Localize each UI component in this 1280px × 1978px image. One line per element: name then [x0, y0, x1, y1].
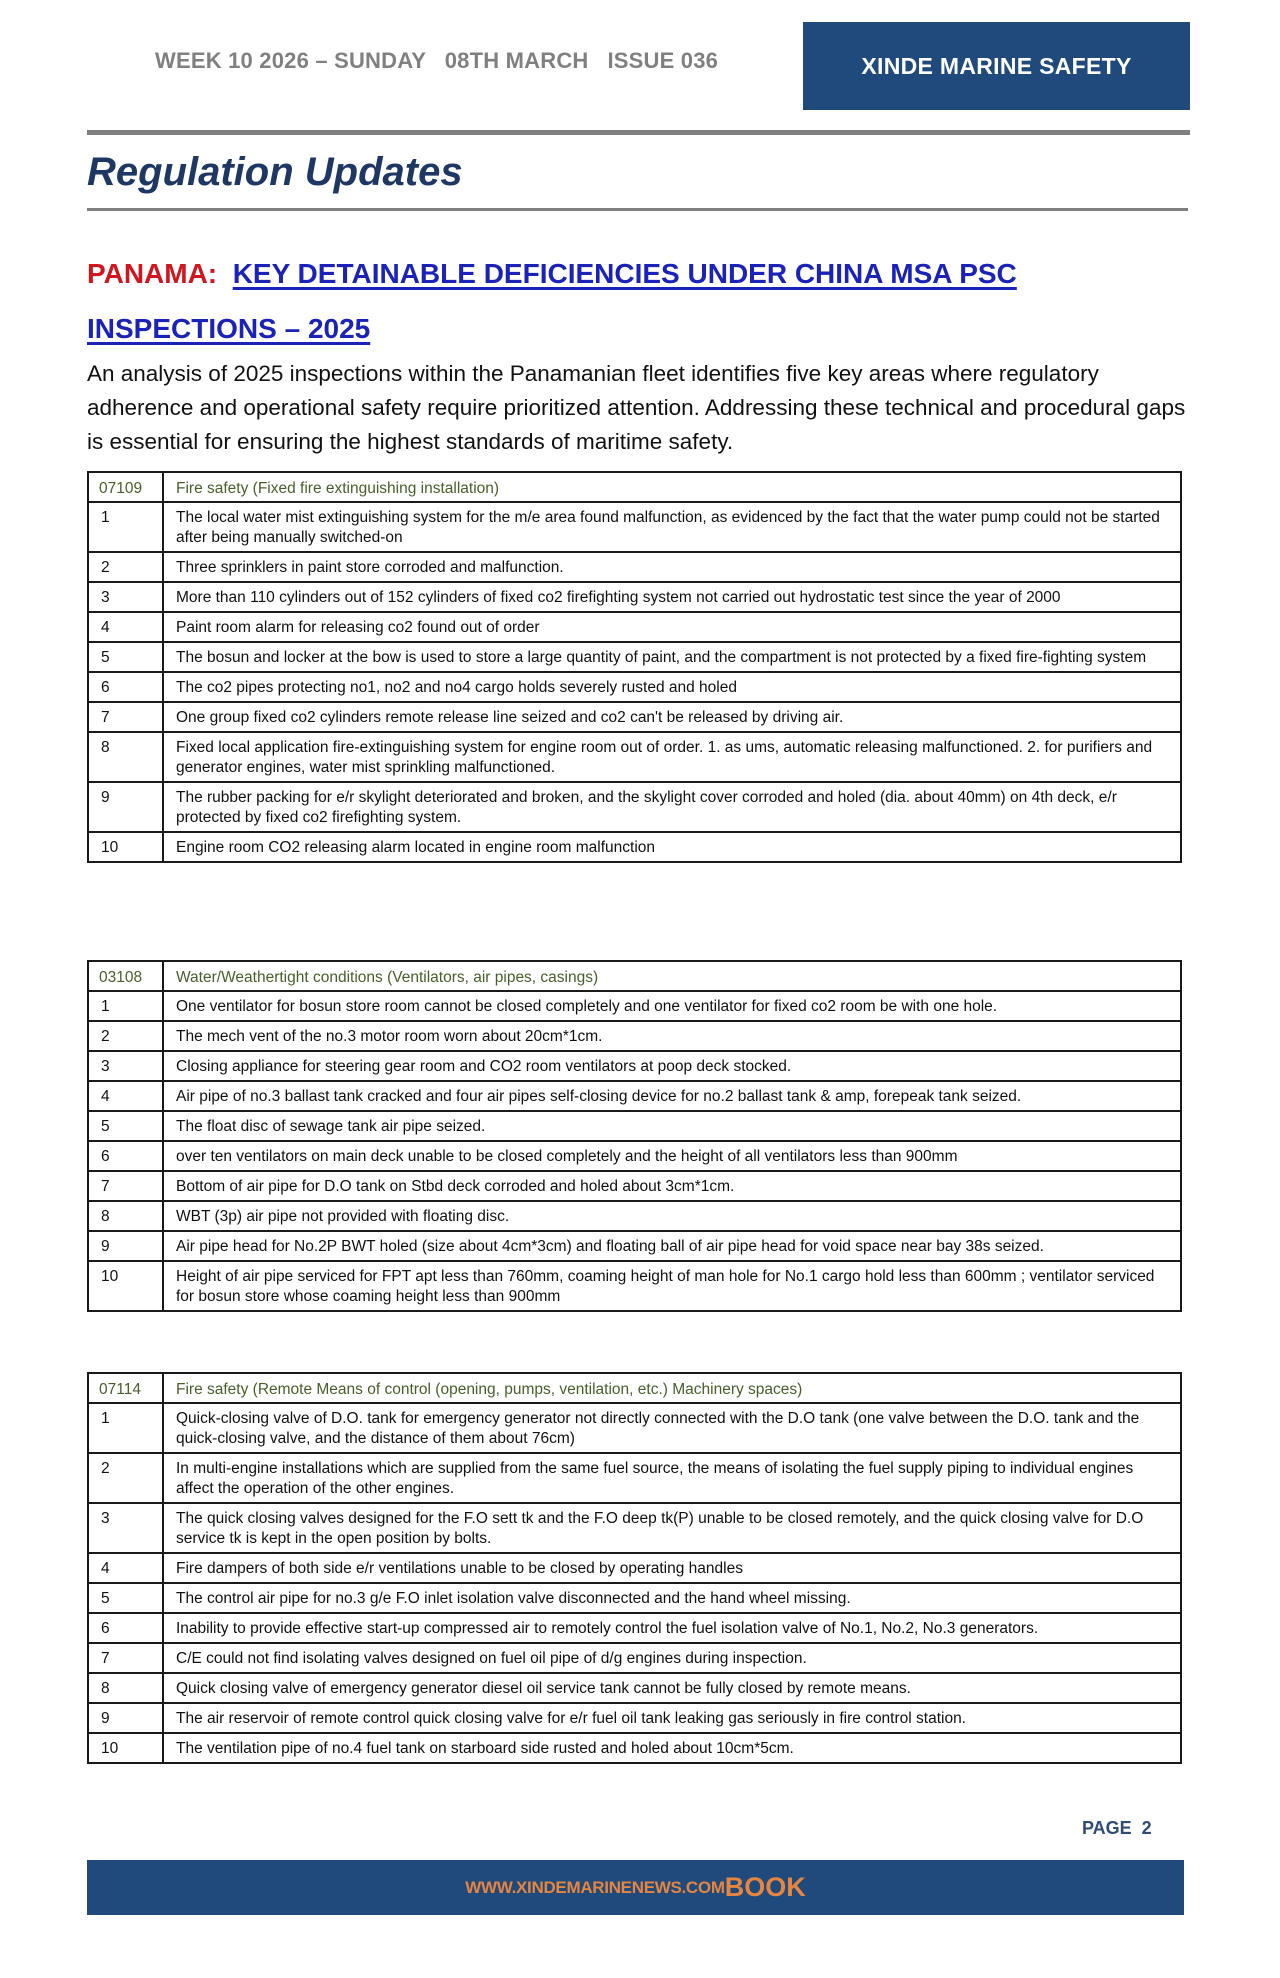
- table-row: [88, 782, 1181, 832]
- table-row: [88, 991, 1181, 1021]
- table-row: [88, 1643, 1181, 1673]
- deficiency-table-03108: [87, 960, 1182, 1312]
- row-text: More than 110 cylinders out of 152 cylinders of fixed co2 firefighting system not carried out hydrostatic test since the year of 2000: [163, 582, 1181, 612]
- issue-date-line: WEEK 10 2026 – SUNDAY 08TH MARCH ISSUE 036: [155, 48, 719, 73]
- row-number: 8: [88, 1673, 163, 1703]
- row-number: 4: [88, 1081, 163, 1111]
- row-text: The quick closing valves designed for the F.O sett tk and the F.O deep tk(P) unable to be closed remotely, and the quick closing valve for D.O service tk is kept in the open position by bolts.: [163, 1503, 1181, 1553]
- row-text: Height of air pipe serviced for FPT apt less than 760mm, coaming height of man hole for No.1 cargo hold less than 600mm ; ventilator serviced for bosun store whose coaming height less than 900mm: [163, 1261, 1181, 1311]
- row-number: 4: [88, 1553, 163, 1583]
- row-text: One group fixed co2 cylinders remote release line seized and co2 can't be released by driving air.: [163, 702, 1181, 732]
- row-number: 3: [88, 1503, 163, 1553]
- row-text: The local water mist extinguishing system for the m/e area found malfunction, as evidenced by the fact that the water pump could not be started after being manually switched-on: [163, 502, 1181, 552]
- footer-book-suffix: BOOK: [724, 1872, 806, 1902]
- header-divider: [87, 130, 1190, 135]
- row-number: 5: [88, 1583, 163, 1613]
- table-row: [88, 642, 1181, 672]
- row-number: 7: [88, 1171, 163, 1201]
- row-text: Engine room CO2 releasing alarm located in engine room malfunction: [163, 832, 1181, 862]
- table-row: [88, 702, 1181, 732]
- brand-banner: [803, 22, 1190, 110]
- row-number: 4: [88, 612, 163, 642]
- row-number: 1: [88, 502, 163, 552]
- row-number: 5: [88, 1111, 163, 1141]
- title-divider: [87, 208, 1188, 211]
- intro-paragraph: An analysis of 2025 inspections within the Panamanian fleet identifies five key areas where regulatory adherence and operational safety require prioritized attention. Addressing these technical and procedural gaps is essential for ensuring the highest standards of maritime safety.: [87, 361, 1186, 454]
- row-text: The ventilation pipe of no.4 fuel tank on starboard side rusted and holed about 10cm*5cm.: [163, 1733, 1181, 1763]
- table-row: [88, 672, 1181, 702]
- table-row: [88, 1051, 1181, 1081]
- row-number: 2: [88, 1453, 163, 1503]
- table-row: [88, 1583, 1181, 1613]
- footer-banner: [87, 1860, 1184, 1915]
- table-row: [88, 732, 1181, 782]
- table-row: [88, 1261, 1181, 1311]
- table-row: [88, 582, 1181, 612]
- brand-name: XINDE MARINE SAFETY: [861, 52, 1132, 79]
- category-code: 07109: [88, 472, 163, 502]
- row-text: Closing appliance for steering gear room and CO2 room ventilators at poop deck stocked.: [163, 1051, 1181, 1081]
- row-text: The air reservoir of remote control quick closing valve for e/r fuel oil tank leaking gas seriously in fire control station.: [163, 1703, 1181, 1733]
- row-text: Quick closing valve of emergency generator diesel oil service tank cannot be fully closed by remote means.: [163, 1673, 1181, 1703]
- row-number: 6: [88, 672, 163, 702]
- table-row: [88, 1201, 1181, 1231]
- row-number: 10: [88, 1261, 163, 1311]
- table-row: [88, 552, 1181, 582]
- table-row: [88, 1081, 1181, 1111]
- table-row: [88, 1453, 1181, 1503]
- row-text: The bosun and locker at the bow is used to store a large quantity of paint, and the compartment is not protected by a fixed fire-fighting system: [163, 642, 1181, 672]
- row-text: Bottom of air pipe for D.O tank on Stbd deck corroded and holed about 3cm*1cm.: [163, 1171, 1181, 1201]
- row-text: The rubber packing for e/r skylight deteriorated and broken, and the skylight cover corroded and holed (dia. about 40mm) on 4th deck, e/r protected by fixed co2 firefighting system.: [163, 782, 1181, 832]
- table-row: [88, 1141, 1181, 1171]
- table-category-row: [88, 1373, 1181, 1403]
- table-category-row: [88, 961, 1181, 991]
- deficiency-table-07114: [87, 1372, 1182, 1764]
- table-row: [88, 1171, 1181, 1201]
- row-number: 3: [88, 1051, 163, 1081]
- headline-link[interactable]: KEY DETAINABLE DEFICIENCIES UNDER CHINA MSA PSC INSPECTIONS – 2025: [87, 258, 1017, 344]
- section-title: Regulation Updates: [87, 150, 463, 194]
- row-text: Paint room alarm for releasing co2 found out of order: [163, 612, 1181, 642]
- row-text: Air pipe head for No.2P BWT holed (size about 4cm*3cm) and floating ball of air pipe head for void space near bay 38s seized.: [163, 1231, 1181, 1261]
- table-row: [88, 502, 1181, 552]
- footer-website-link[interactable]: WWW.XINDEMARINENEWS.COM: [465, 1877, 725, 1897]
- row-text: Air pipe of no.3 ballast tank cracked and four air pipes self-closing device for no.2 ballast tank & amp, forepeak tank seized.: [163, 1081, 1181, 1111]
- category-code: 07114: [88, 1373, 163, 1403]
- row-text: WBT (3p) air pipe not provided with floating disc.: [163, 1201, 1181, 1231]
- table-row: [88, 1613, 1181, 1643]
- category-title: Water/Weathertight conditions (Ventilators, air pipes, casings): [163, 961, 1181, 991]
- table-category-row: [88, 472, 1181, 502]
- row-text: C/E could not find isolating valves designed on fuel oil pipe of d/g engines during inspection.: [163, 1643, 1181, 1673]
- table-row: [88, 1021, 1181, 1051]
- row-text: Fire dampers of both side e/r ventilations unable to be closed by operating handles: [163, 1553, 1181, 1583]
- row-text: Quick-closing valve of D.O. tank for emergency generator not directly connected with the D.O tank (one valve between the D.O. tank and the quick-closing valve, and the distance of them about 76cm): [163, 1403, 1181, 1453]
- deficiency-table-07109: [87, 471, 1182, 863]
- table-row: [88, 1231, 1181, 1261]
- flag-state-label: PANAMA:: [87, 258, 218, 289]
- row-number: 2: [88, 1021, 163, 1051]
- row-text: The control air pipe for no.3 g/e F.O inlet isolation valve disconnected and the hand wheel missing.: [163, 1583, 1181, 1613]
- row-number: 2: [88, 552, 163, 582]
- page-number: PAGE 2: [1082, 1818, 1152, 1838]
- table-row: [88, 1553, 1181, 1583]
- row-number: 5: [88, 642, 163, 672]
- row-number: 1: [88, 991, 163, 1021]
- row-text: One ventilator for bosun store room cannot be closed completely and one ventilator for fixed co2 room be with one hole.: [163, 991, 1181, 1021]
- category-title: Fire safety (Remote Means of control (opening, pumps, ventilation, etc.) Machinery spaces): [163, 1373, 1181, 1403]
- row-text: Inability to provide effective start-up compressed air to remotely control the fuel isolation valve of No.1, No.2, No.3 generators.: [163, 1613, 1181, 1643]
- row-number: 9: [88, 782, 163, 832]
- row-number: 7: [88, 1643, 163, 1673]
- row-text: In multi-engine installations which are supplied from the same fuel source, the means of isolating the fuel supply piping to individual engines affect the operation of the other engines.: [163, 1453, 1181, 1503]
- table-row: [88, 1673, 1181, 1703]
- row-text: Fixed local application fire-extinguishing system for engine room out of order. 1. as ums, automatic releasing malfunctioned. 2. for purifiers and generator engines, water mist sprinkling malfunctioned.: [163, 732, 1181, 782]
- article-headline: [87, 246, 1197, 356]
- category-code: 03108: [88, 961, 163, 991]
- category-title: Fire safety (Fixed fire extinguishing installation): [163, 472, 1181, 502]
- row-text: The float disc of sewage tank air pipe seized.: [163, 1111, 1181, 1141]
- row-number: 9: [88, 1231, 163, 1261]
- row-number: 9: [88, 1703, 163, 1733]
- table-row: [88, 1703, 1181, 1733]
- table-row: [88, 1733, 1181, 1763]
- row-number: 8: [88, 1201, 163, 1231]
- table-row: [88, 612, 1181, 642]
- row-text: over ten ventilators on main deck unable to be closed completely and the height of all ventilators less than 900mm: [163, 1141, 1181, 1171]
- row-number: 6: [88, 1613, 163, 1643]
- row-number: 8: [88, 732, 163, 782]
- row-text: The mech vent of the no.3 motor room worn about 20cm*1cm.: [163, 1021, 1181, 1051]
- table-row: [88, 1403, 1181, 1453]
- row-number: 10: [88, 832, 163, 862]
- row-text: Three sprinklers in paint store corroded and malfunction.: [163, 552, 1181, 582]
- row-number: 3: [88, 582, 163, 612]
- table-row: [88, 1503, 1181, 1553]
- table-row: [88, 1111, 1181, 1141]
- table-row: [88, 832, 1181, 862]
- row-number: 1: [88, 1403, 163, 1453]
- row-number: 6: [88, 1141, 163, 1171]
- row-number: 10: [88, 1733, 163, 1763]
- row-text: The co2 pipes protecting no1, no2 and no4 cargo holds severely rusted and holed: [163, 672, 1181, 702]
- row-number: 7: [88, 702, 163, 732]
